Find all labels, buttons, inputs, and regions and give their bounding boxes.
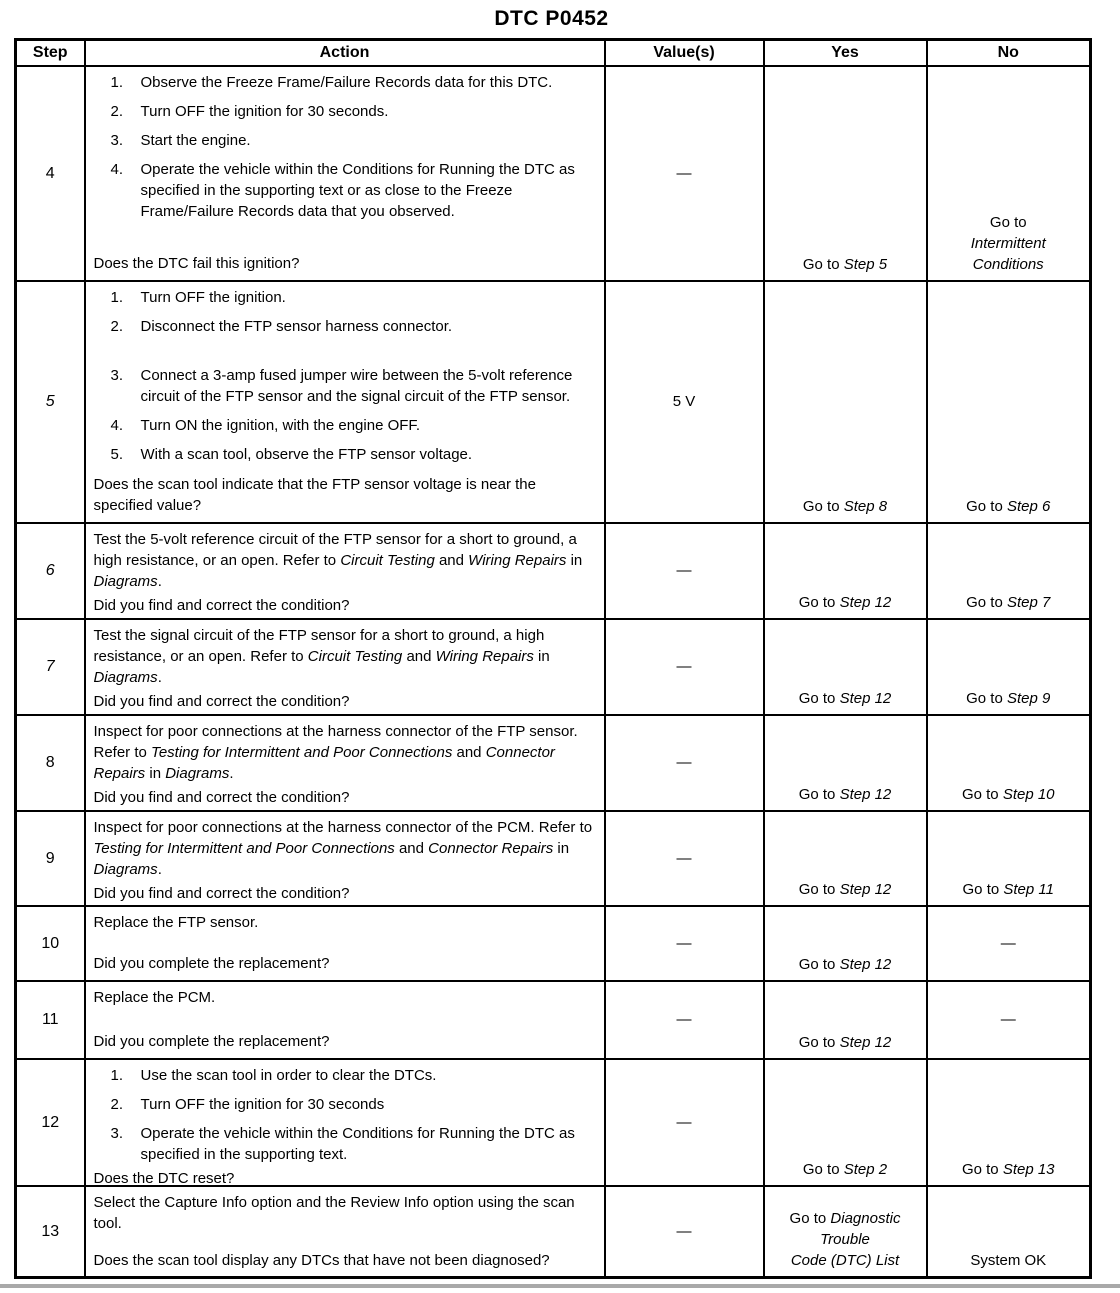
step-number-cell	[16, 619, 85, 715]
cell-line	[769, 1250, 922, 1271]
text-segment: Step 12	[839, 593, 892, 611]
text-segment: and	[434, 551, 469, 569]
action-list-item	[111, 72, 598, 93]
action-paragraph	[94, 987, 598, 1008]
value-text: —	[676, 1222, 692, 1240]
action-question: Did you complete the replacement?	[93, 1032, 330, 1050]
text-segment: Select the Capture Info option and the Review Info option using the scan tool.	[93, 1193, 575, 1232]
cell-line	[769, 688, 922, 709]
action-paragraph	[94, 817, 598, 880]
action-question: Did you find and correct the condition?	[93, 788, 350, 806]
step-row-6	[16, 523, 1091, 619]
step-number: 12	[41, 1113, 60, 1131]
no-cell	[927, 906, 1091, 981]
values-cell	[605, 981, 764, 1059]
action-content	[86, 1187, 604, 1275]
text-segment: Turn OFF the ignition for 30 seconds.	[140, 102, 389, 120]
header-action: Action	[85, 40, 605, 66]
list-item-number: 2.	[110, 102, 124, 120]
text-segment: Inspect for poor connections at the harness connector of the PCM. Refer to	[93, 818, 593, 836]
action-paragraph	[94, 721, 598, 784]
list-item-number: 2.	[110, 317, 124, 335]
step-number: 9	[45, 849, 55, 867]
header-row	[16, 40, 1091, 66]
text-segment: —	[1000, 1011, 1016, 1028]
no-cell	[927, 66, 1091, 281]
text-segment: Step 12	[839, 689, 892, 707]
text-segment: Circuit Testing	[340, 551, 435, 569]
no-cell	[927, 619, 1091, 715]
list-item-number: 4.	[110, 160, 124, 178]
step-number-cell	[16, 523, 85, 619]
action-cell	[85, 906, 605, 981]
text-segment: Go to	[962, 880, 1004, 898]
list-item-text	[141, 365, 598, 407]
text-segment: Go to	[802, 1160, 844, 1178]
action-cell	[85, 715, 605, 811]
step-number-cell	[16, 715, 85, 811]
cell-line	[932, 933, 1086, 954]
list-item-text	[141, 1065, 598, 1086]
cell-line	[769, 784, 922, 805]
text-segment: .	[157, 668, 162, 686]
cell-line	[769, 879, 922, 900]
action-question: Did you find and correct the condition?	[93, 596, 350, 614]
text-segment: Test the 5-volt reference circuit of the FTP sensor for a short to ground, a high resistance, or an open. Refer to	[93, 530, 577, 569]
value-text: —	[676, 164, 692, 182]
text-segment: Connector Repairs	[428, 839, 554, 857]
step-row-7	[16, 619, 1091, 715]
text-segment: Step 12	[839, 785, 892, 803]
cell-line	[769, 254, 922, 275]
text-segment: Conditions	[972, 255, 1044, 273]
cell-line	[769, 1208, 922, 1229]
no-cell	[927, 523, 1091, 619]
text-segment: Connector Repairs	[93, 743, 555, 782]
cell-line	[932, 254, 1086, 275]
cell-line	[769, 1229, 922, 1250]
action-cell	[85, 1186, 605, 1278]
yes-cell	[764, 981, 927, 1059]
cell-line	[769, 592, 922, 613]
text-segment: Go to	[966, 689, 1007, 707]
action-content	[86, 524, 604, 616]
action-list-item	[111, 101, 598, 122]
action-list-item	[111, 1094, 598, 1115]
action-content	[86, 982, 604, 1056]
text-segment: Step 11	[1003, 880, 1054, 898]
text-segment: in	[553, 839, 570, 857]
value-text: —	[676, 849, 692, 867]
text-segment: Go to	[802, 497, 844, 515]
text-segment: Go to	[798, 1033, 840, 1051]
action-content	[86, 67, 604, 278]
step-number: 10	[41, 934, 60, 952]
text-segment: Go to	[798, 880, 840, 898]
step-number: 4	[45, 164, 55, 182]
action-content	[86, 282, 604, 520]
text-segment: Replace the FTP sensor.	[93, 913, 259, 931]
step-row-9	[16, 811, 1091, 906]
action-question: Does the DTC reset?	[93, 1169, 235, 1187]
step-number: 13	[41, 1222, 60, 1240]
value-text: —	[676, 1011, 692, 1028]
text-segment: Wiring Repairs	[435, 647, 534, 665]
action-list-item	[111, 159, 598, 222]
yes-cell	[764, 906, 927, 981]
values-cell	[605, 281, 764, 523]
action-cell	[85, 619, 605, 715]
yes-cell	[764, 619, 927, 715]
action-paragraph	[94, 625, 598, 688]
step-number-cell	[16, 281, 85, 523]
action-cell	[85, 811, 605, 906]
action-question: Did you complete the replacement?	[93, 954, 330, 972]
cell-line	[769, 954, 922, 975]
text-segment: Go to	[798, 955, 840, 973]
values-cell	[605, 715, 764, 811]
cell-line	[932, 1250, 1086, 1271]
action-list-item	[111, 287, 598, 308]
yes-cell	[764, 281, 927, 523]
text-segment: Step 9	[1006, 689, 1051, 707]
text-segment: Go to	[798, 689, 840, 707]
action-question: Did you find and correct the condition?	[93, 884, 350, 902]
dtc-diagnostic-table	[14, 38, 1092, 1279]
page-title: DTC P0452	[494, 7, 609, 30]
text-segment: Step 8	[843, 497, 888, 515]
cell-line	[932, 233, 1086, 254]
text-segment: Go to	[989, 213, 1027, 231]
values-cell	[605, 1059, 764, 1186]
text-segment: Diagrams	[93, 572, 158, 590]
header-no: No	[927, 40, 1091, 66]
step-number: 8	[45, 754, 55, 771]
text-segment: Go to	[961, 1160, 1003, 1178]
step-row-12	[16, 1059, 1091, 1186]
list-item-text	[141, 316, 598, 337]
no-cell	[927, 811, 1091, 906]
text-segment: Go to	[966, 593, 1007, 611]
action-question: Does the DTC fail this ignition?	[93, 254, 300, 272]
list-item-text	[141, 159, 598, 222]
cell-line	[932, 879, 1086, 900]
action-question: Did you find and correct the condition?	[93, 692, 350, 710]
action-content	[86, 907, 604, 978]
action-content	[86, 812, 604, 903]
text-segment: Go to	[966, 497, 1007, 515]
cell-line	[932, 496, 1086, 517]
header-values: Value(s)	[605, 40, 764, 66]
yes-cell	[764, 66, 927, 281]
text-segment: Go to	[789, 1210, 831, 1227]
step-row-13	[16, 1186, 1091, 1278]
text-segment: Diagnostic	[830, 1210, 901, 1227]
list-item-text	[141, 130, 598, 151]
text-segment: in	[533, 647, 550, 665]
text-segment: and	[402, 647, 436, 665]
cell-line	[932, 212, 1086, 233]
table-body	[16, 66, 1091, 1278]
text-segment: Step 12	[839, 955, 892, 973]
header-step: Step	[16, 40, 85, 66]
text-segment: Diagrams	[165, 764, 230, 782]
yes-cell	[764, 523, 927, 619]
yes-cell	[764, 811, 927, 906]
list-item-text	[141, 1094, 598, 1115]
no-cell	[927, 281, 1091, 523]
text-segment: Step 12	[839, 1033, 892, 1051]
text-segment: Step 7	[1006, 593, 1051, 611]
step-number-cell	[16, 1186, 85, 1278]
list-item-number: 3.	[110, 131, 124, 149]
action-question: Does the scan tool display any DTCs that have not been diagnosed?	[93, 1251, 550, 1269]
step-row-5	[16, 281, 1091, 523]
no-cell	[927, 1186, 1091, 1278]
text-segment: Trouble	[820, 1231, 870, 1248]
text-segment: Step 12	[839, 880, 892, 898]
text-segment: Go to	[798, 785, 840, 803]
cell-line	[932, 1159, 1086, 1180]
text-segment: Circuit Testing	[307, 647, 403, 665]
text-segment: Operate the vehicle within the Conditions for Running the DTC as specified in the supporting text or as close to the Freeze Frame/Failure Records data that you observed.	[140, 160, 575, 220]
text-segment: Disconnect the FTP sensor harness connector.	[140, 317, 453, 335]
text-segment: —	[1000, 934, 1016, 952]
text-segment: Step 6	[1006, 497, 1051, 515]
no-cell	[927, 1059, 1091, 1186]
action-list-item	[111, 365, 598, 407]
text-segment: Go to	[961, 785, 1003, 803]
text-segment: in	[566, 551, 583, 569]
text-segment: Turn OFF the ignition for 30 seconds	[140, 1095, 385, 1113]
cell-line	[769, 1032, 922, 1053]
text-segment: Diagrams	[93, 668, 158, 686]
step-row-11	[16, 981, 1091, 1059]
step-number-cell	[16, 906, 85, 981]
no-cell	[927, 715, 1091, 811]
header-yes: Yes	[764, 40, 927, 66]
text-segment: Go to	[798, 593, 840, 611]
yes-cell	[764, 715, 927, 811]
cell-line	[932, 784, 1086, 805]
values-cell	[605, 1186, 764, 1278]
step-number: 7	[45, 658, 55, 675]
text-segment: .	[157, 860, 162, 878]
action-list-item	[111, 444, 598, 465]
list-item-number: 2.	[110, 1095, 124, 1113]
text-segment: Start the engine.	[140, 131, 251, 149]
step-number-cell	[16, 66, 85, 281]
yes-cell	[764, 1186, 927, 1278]
action-list-item	[111, 415, 598, 436]
text-segment: Testing for Intermittent and Poor Connections	[151, 743, 453, 761]
list-item-text	[141, 287, 598, 308]
step-row-4	[16, 66, 1091, 281]
step-number: 11	[41, 1011, 59, 1028]
text-segment: .	[229, 764, 234, 782]
action-cell	[85, 1059, 605, 1186]
value-text: —	[676, 754, 692, 771]
cell-line	[932, 592, 1086, 613]
step-number: 6	[45, 562, 55, 579]
action-list-item	[111, 1123, 598, 1165]
text-segment: With a scan tool, observe the FTP sensor voltage.	[140, 445, 473, 463]
text-segment: Inspect for poor connections at the harness connector of the FTP sensor. Refer to	[93, 722, 578, 761]
values-cell	[605, 811, 764, 906]
list-item-number: 3.	[110, 1124, 124, 1142]
text-segment: Wiring Repairs	[468, 551, 567, 569]
text-segment: Diagrams	[93, 860, 158, 878]
action-content	[86, 1060, 604, 1187]
action-content	[86, 716, 604, 808]
text-segment: Connect a 3-amp fused jumper wire between the 5-volt reference circuit of the FTP sensor and the signal circuit of the FTP sensor.	[140, 366, 573, 405]
list-item-number: 1.	[110, 1066, 124, 1084]
action-paragraph	[94, 1192, 598, 1234]
list-item-number: 5.	[110, 445, 124, 463]
value-text: —	[676, 1113, 692, 1131]
text-segment: and	[394, 839, 429, 857]
text-segment: Step 5	[843, 255, 888, 273]
list-item-number: 3.	[110, 366, 124, 384]
text-segment: Use the scan tool in order to clear the DTCs.	[140, 1066, 437, 1084]
value-text: 5 V	[672, 393, 696, 410]
cell-line	[932, 688, 1086, 709]
action-list-item	[111, 130, 598, 151]
step-number-cell	[16, 981, 85, 1059]
list-item-text	[141, 72, 598, 93]
text-segment: .	[157, 572, 162, 590]
text-segment: Turn ON the ignition, with the engine OFF.	[140, 416, 421, 434]
text-segment: Replace the PCM.	[93, 988, 216, 1006]
list-item-number: 1.	[110, 288, 124, 306]
text-segment: Step 10	[1002, 785, 1055, 803]
value-text: —	[676, 934, 692, 952]
values-cell	[605, 906, 764, 981]
list-item-text	[141, 101, 598, 122]
text-segment: in	[145, 764, 166, 782]
text-segment: Testing for Intermittent and Poor Connections	[93, 839, 395, 857]
action-paragraph	[94, 529, 598, 592]
action-list-item	[111, 1065, 598, 1086]
text-segment: and	[452, 743, 486, 761]
text-segment: Code (DTC) List	[790, 1252, 900, 1269]
step-number: 5	[45, 393, 55, 410]
text-segment: Step 2	[843, 1160, 888, 1178]
cell-line	[769, 1159, 922, 1180]
list-item-number: 1.	[110, 73, 124, 91]
action-question: Does the scan tool indicate that the FTP sensor voltage is near the specified value?	[93, 475, 536, 514]
no-cell	[927, 981, 1091, 1059]
action-cell	[85, 523, 605, 619]
action-list-item	[111, 316, 598, 337]
text-segment: Step 13	[1002, 1160, 1055, 1178]
list-item-text	[141, 1123, 598, 1165]
text-segment: Go to	[802, 255, 844, 273]
text-segment: System OK	[970, 1252, 1047, 1269]
action-paragraph	[94, 912, 598, 933]
action-cell	[85, 281, 605, 523]
cell-line	[769, 496, 922, 517]
text-segment: Operate the vehicle within the Conditions for Running the DTC as specified in the supporting text.	[140, 1124, 575, 1163]
values-cell	[605, 619, 764, 715]
yes-cell	[764, 1059, 927, 1186]
list-item-number: 4.	[110, 416, 124, 434]
action-content	[86, 620, 604, 712]
values-cell	[605, 523, 764, 619]
value-text: —	[676, 658, 692, 675]
text-segment: Turn OFF the ignition.	[140, 288, 286, 306]
text-segment: Observe the Freeze Frame/Failure Records data for this DTC.	[140, 73, 553, 91]
text-segment: Intermittent	[970, 234, 1046, 252]
cell-line	[932, 1009, 1086, 1030]
text-segment: Test the signal circuit of the FTP sensor for a short to ground, a high resistance, or an open. Refer to	[93, 626, 545, 665]
value-text: —	[676, 562, 692, 579]
step-number-cell	[16, 811, 85, 906]
step-row-10	[16, 906, 1091, 981]
list-item-text	[141, 415, 598, 436]
bottom-rule	[0, 1284, 1120, 1288]
action-cell	[85, 981, 605, 1059]
step-number-cell	[16, 1059, 85, 1186]
list-item-text	[141, 444, 598, 465]
values-cell	[605, 66, 764, 281]
step-row-8	[16, 715, 1091, 811]
action-cell	[85, 66, 605, 281]
